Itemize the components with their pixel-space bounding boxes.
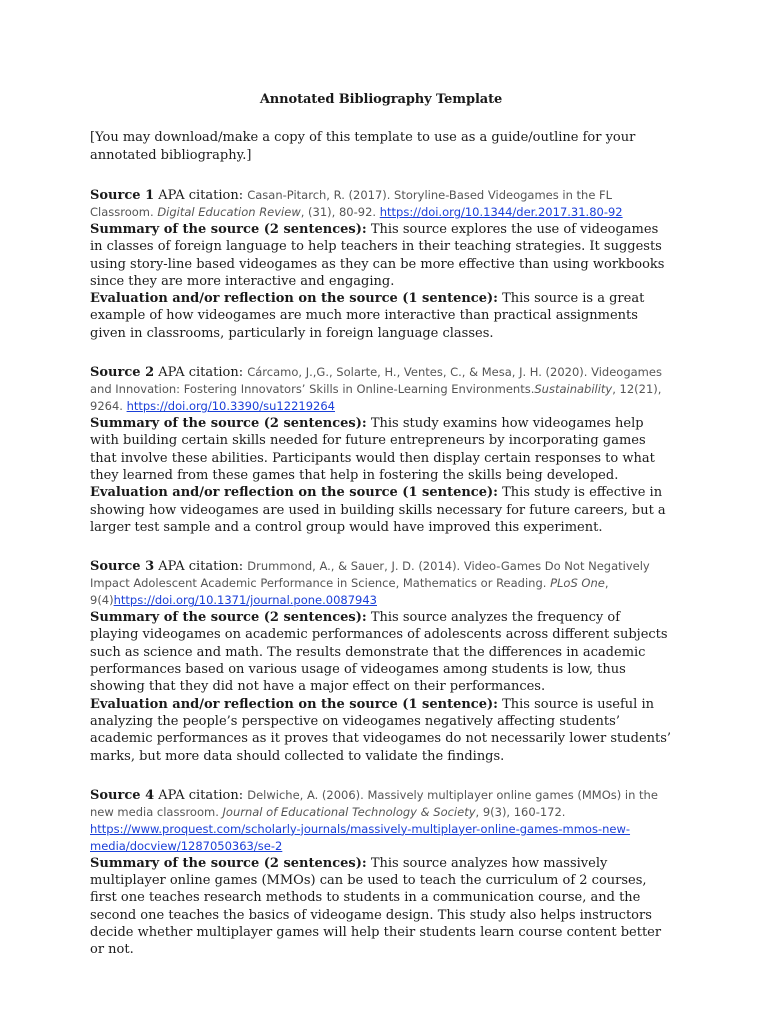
summary-paragraph — [90, 221, 672, 290]
apa-citation-label: APA citation: — [154, 787, 248, 803]
citation-journal: Journal of Educational Technology & Society — [222, 804, 476, 819]
citation-journal: Sustainability — [534, 382, 613, 397]
source-entry-4 — [90, 787, 672, 959]
source-citation-line — [90, 187, 672, 221]
citation-volume: , 12(21), 9264. — [90, 382, 662, 414]
evaluation-text: This study is effective in showing how videogames are used in building skills necessary for future careers, but a larger test sample and a control group would have improved this experiment. — [90, 485, 666, 535]
doi-link[interactable]: https://doi.org/10.1344/der.2017.31.80-92 — [379, 205, 623, 219]
evaluation-paragraph — [90, 484, 672, 536]
intro-text: [You may download/make a copy of this template to use as a guide/outline for your annotated bibliography.] — [90, 130, 636, 163]
apa-citation-label: APA citation: — [154, 559, 248, 575]
summary-label: Summary of the source (2 sentences): — [90, 416, 367, 432]
evaluation-paragraph — [90, 290, 672, 342]
doi-link[interactable]: https://doi.org/10.3390/su12219264 — [126, 399, 335, 414]
source-citation-line — [90, 364, 672, 415]
summary-text: This source analyzes the frequency of playing videogames on academic performances of adolescents across different subjects such as science and math. The results demonstrate that the differences in academic performances based on various usage of videogames among students is low, thus showing that they did not have a major effect on their performances. — [90, 610, 668, 695]
source-entry-1 — [90, 187, 672, 342]
proquest-link[interactable]: https://www.proquest.com/scholarly-journals/massively-multiplayer-online-games-mmos-new-media/docview/1287050363/se-2 — [90, 821, 631, 853]
source-label: Source 3 — [90, 559, 155, 575]
evaluation-text: This source is useful in analyzing the people’s perspective on videogames negatively affecting students’ academic performances as it proves that videogames do not necessarily lower students’ marks, but more data should collected to validate the findings. — [90, 696, 672, 764]
source-entry-3 — [90, 558, 672, 765]
summary-paragraph — [90, 855, 672, 959]
summary-text: This source analyzes how massively multiplayer online games (MMOs) can be used to teach the curriculum of 2 courses, first one teaches research methods to students in a communication course, and the second one teaches the basics of videogame design. This study also helps instructors decide whether multiplayer games will help their students learn course content better or not. — [90, 855, 662, 958]
citation-volume: , 9(3), 160-172. — [475, 804, 566, 819]
citation-authors-title: Drummond, A., & Sauer, J. D. (2014). Video-Games Do Not Negatively Impact Adolescent Academic Performance in Science, Mathematics or Reading. — [90, 559, 650, 591]
apa-citation-label: APA citation: — [154, 188, 248, 203]
summary-paragraph — [90, 609, 672, 695]
source-citation-line — [90, 558, 672, 609]
summary-label: Summary of the source (2 sentences): — [90, 855, 367, 871]
doi-link[interactable]: https://doi.org/10.1371/journal.pone.0087943 — [113, 593, 377, 608]
citation-authors-title: Casan-Pitarch, R. (2017). Storyline-Based Videogames in the FL Classroom. — [90, 188, 613, 219]
summary-text: This study examins how videogames help with building certain skills needed for future entrepreneurs by incorporating games that involve these abilities. Participants would then display certain responses to what they learned from these games that help in fostering the skills being developed. — [90, 416, 655, 483]
citation-journal: PLoS One — [550, 576, 605, 591]
source-entry-2 — [90, 364, 672, 536]
apa-citation-label: APA citation: — [154, 365, 248, 381]
source-label: Source 4 — [90, 787, 155, 803]
source-label: Source 2 — [90, 365, 155, 381]
summary-label: Summary of the source (2 sentences): — [90, 610, 367, 626]
source-citation-line — [90, 787, 672, 855]
evaluation-label: Evaluation and/or reflection on the source (1 sentence): — [90, 696, 498, 712]
citation-journal: Digital Education Review — [157, 205, 301, 219]
citation-volume: , 9(4) — [90, 576, 609, 608]
evaluation-text: This source is a great example of how videogames are much more interactive than practical assignments given in classrooms, particularly in foreign language classes. — [90, 291, 645, 341]
evaluation-label: Evaluation and/or reflection on the source (1 sentence): — [90, 485, 498, 501]
summary-paragraph — [90, 415, 672, 484]
summary-label: Summary of the source (2 sentences): — [90, 222, 367, 237]
evaluation-label: Evaluation and/or reflection on the source (1 sentence): — [90, 291, 498, 307]
source-label: Source 1 — [90, 188, 155, 203]
citation-authors-title: Cárcamo, J.,G., Solarte, H., Ventes, C., & Mesa, J. H. (2020). Videogames and Innovation: Fostering Innovators’ Skills in Online-Learning Environments. — [90, 365, 662, 397]
citation-authors-title: Delwiche, A. (2006). Massively multiplayer online games (MMOs) in the new media classroom. — [90, 787, 658, 819]
evaluation-paragraph — [90, 696, 672, 765]
page-title: Annotated Bibliography Template — [259, 92, 503, 107]
citation-volume: , (31), 80-92. — [300, 205, 380, 219]
summary-text: This source explores the use of videogames in classes of foreign language to help teachers in their teaching strategies. It suggests using story-line based videogames as they can be more effective than using workbooks since they are more interactive and engaging. — [90, 222, 665, 289]
